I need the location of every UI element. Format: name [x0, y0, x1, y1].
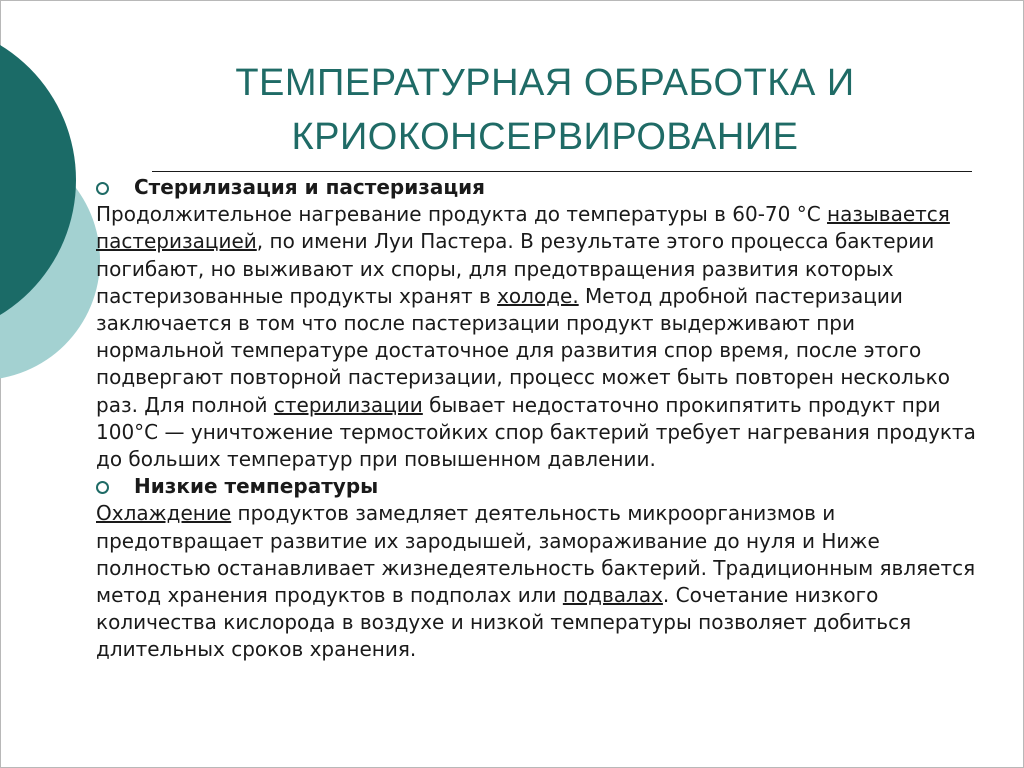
slide-title — [150, 56, 940, 164]
link-cold[interactable]: холоде. — [497, 283, 579, 308]
link-cooling[interactable]: Охлаждение — [96, 501, 232, 526]
title-divider — [152, 171, 972, 172]
section-text-sterilization: Продолжительное нагревание продукта до температуры в 60-70 °С называется пастеризацией, по имени Луи Пастера. В результате этого процесса бактерии погибают, но выживают их споры, для предотвращения развития которых пастеризованные продукты хранят в холоде. Метод дробной пастеризации заключается в том что после пастеризации продукт выдерживают при нормальной температуре достаточное для развития спор время, после этого подвергают повторной пастеризации, процесс может быть повторен несколько раз. Для полной стерилизации бывает недостаточно прокипятить продукт при 100°С — уничтожение термостойких спор бактерий требует нагревания продукта до больших температур при повышенном давлении. — [96, 202, 976, 472]
link-cellars[interactable]: подвалах — [562, 583, 663, 608]
section-text-low-temperatures: Охлаждение продуктов замедляет деятельность микроорганизмов и предотвращает развитие их зародышей, замораживание до нуля и Ниже полностью останавливает жизнедеятельность бактерий. Традиционным является метод хранения продуктов в подполах или подвалах. Сочетание низкого количества кислорода в воздухе и низкой температуры позволяет добиться длительных сроков хранения. — [96, 501, 976, 662]
title-line-2: КРИОКОНСЕРВИРОВАНИЕ — [291, 116, 799, 158]
section-heading-sterilization: Стерилизация и пастеризация — [96, 174, 986, 201]
section-heading-low-temperatures: Низкие температуры — [96, 473, 986, 500]
slide-body — [96, 174, 986, 664]
link-sterilization[interactable]: стерилизации — [273, 392, 423, 417]
title-line-1: ТЕМПЕРАТУРНАЯ ОБРАБОТКА И — [235, 62, 855, 104]
hollow-circle-bullet-icon — [96, 182, 109, 195]
link-pasteurization[interactable]: называется пастеризацией — [96, 202, 950, 254]
